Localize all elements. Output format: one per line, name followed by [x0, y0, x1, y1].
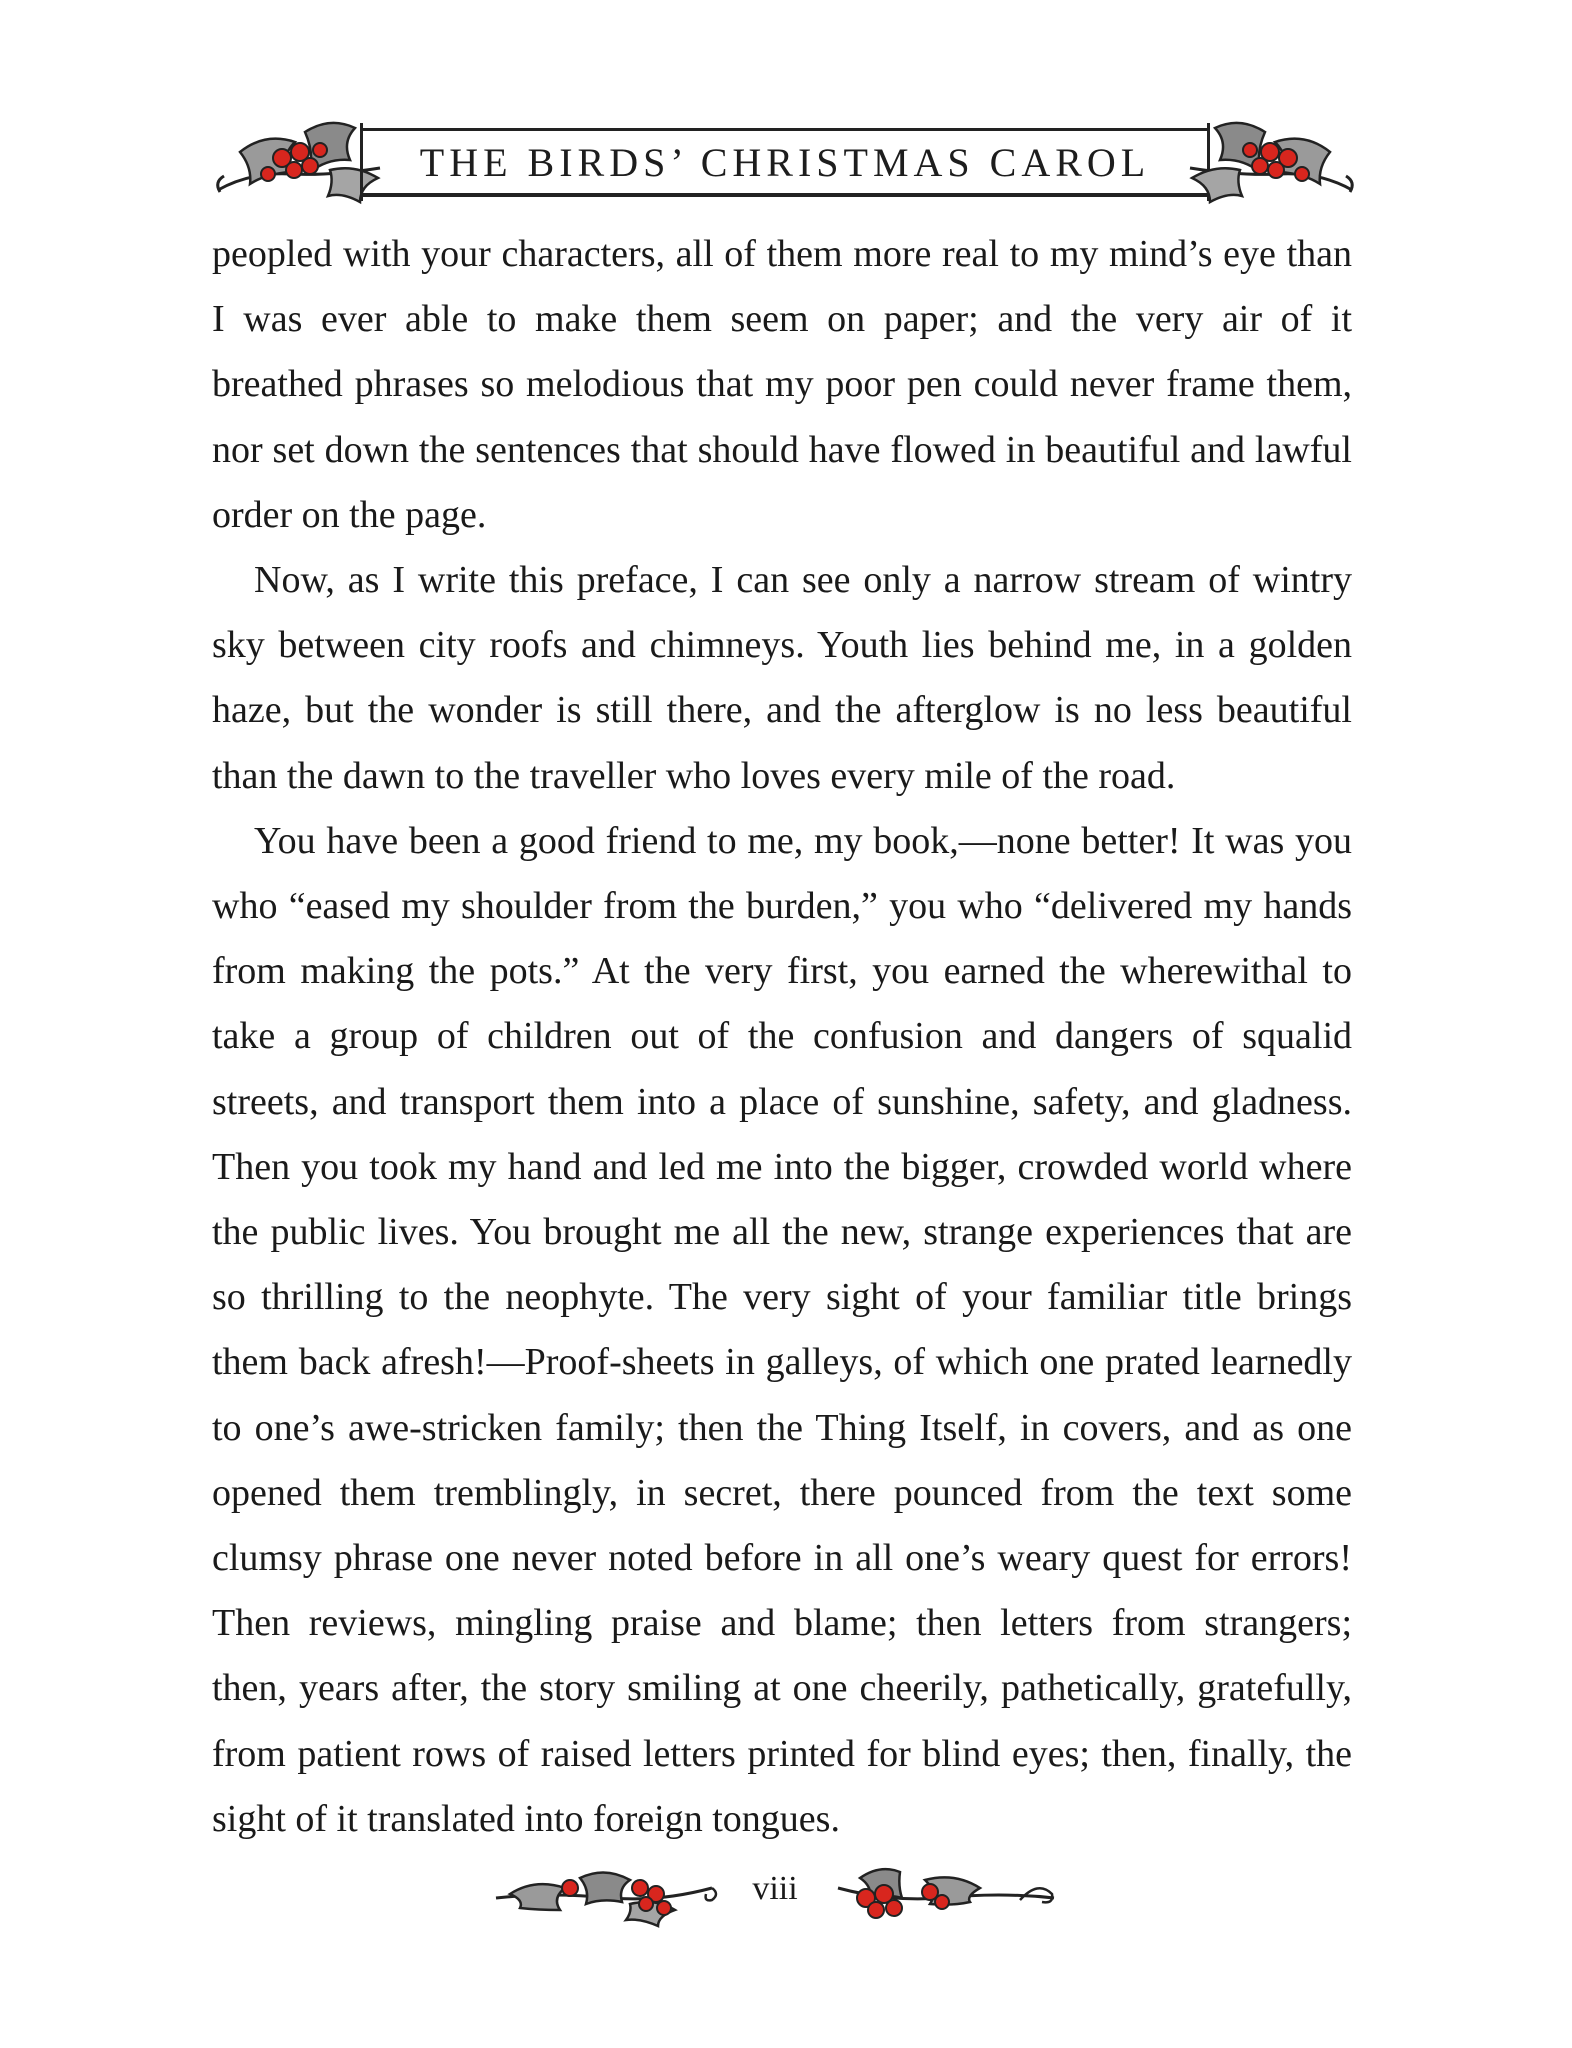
paragraph-continued: peopled with your characters, all of them more real to my mind’s eye than I was ever able to make them seem on paper; and the very air of it breathed phrases so melodious that my poor pen could never frame them, nor set down the sentences that should have flowed in beautiful and lawful order on the page. [212, 233, 1352, 536]
paragraph: Now, as I write this preface, I can see only a narrow stream of wintry sky between city roofs and chimneys. Youth lies behind me, in a golden haze, but the wonder is still there, and the afterglow is no less beautiful than the dawn to the traveller who loves every mile of the road. [212, 559, 1352, 797]
holly-branch-icon [490, 1858, 720, 1928]
running-title: THE BIRDS’ CHRISTMAS CAROL [419, 139, 1151, 185]
header-frame [360, 128, 1210, 197]
running-header [210, 112, 1360, 208]
page-body [212, 222, 1352, 1852]
paragraph: You have been a good friend to me, my book,—none better! It was you who “eased my shoulder from the burden,” you who “delivered my hands from making the pots.” At the very first, you earned the wherewithal to take a group of children out of the confusion and dangers of squalid streets, and transport them into a place of sunshine, safety, and gladness. Then you took my hand and led me into the bigger, crowded world where the public lives. You brought me all the new, strange experiences that are so thrilling to the neophyte. The very sight of your familiar title brings them back afresh!—Proof-sheets in galleys, of which one prated learnedly to one’s awe-stricken family; then the Thing Itself, in covers, and as one opened them tremblingly, in secret, there pounced from the text some clumsy phrase one never noted before in all one’s weary quest for errors! Then reviews, mingling praise and blame; then letters from strangers; then, years after, the story smiling at one cheerily, pathetically, gratefully, from patient rows of raised letters printed for blind eyes; then, finally, the sight of it translated into foreign tongues. [212, 819, 1352, 1840]
page-footer [490, 1858, 1060, 1928]
page-number: viii [752, 1870, 798, 1907]
holly-branch-icon [830, 1858, 1060, 1928]
holly-branch-icon [1180, 112, 1360, 208]
